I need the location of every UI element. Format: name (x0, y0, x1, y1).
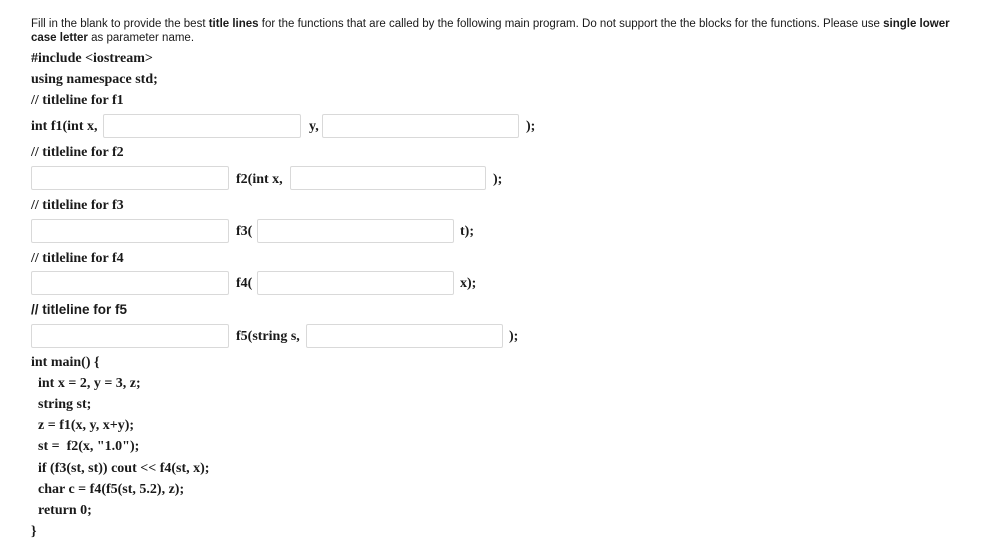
f4-mid: f4( (236, 276, 253, 291)
comment-f2: // titleline for f2 (31, 145, 124, 160)
instructions-bold-title-lines: title lines (208, 18, 259, 30)
f3-mid: f3( (236, 224, 253, 239)
f4-suffix: x); (460, 276, 477, 291)
f1-blank-1[interactable] (103, 114, 301, 138)
f5-suffix: ); (509, 329, 519, 344)
f1-mid: y, (309, 119, 319, 134)
include-line: #include <iostream> (31, 51, 153, 66)
f5-blank-2[interactable] (306, 324, 503, 348)
comment-f5: // titleline for f5 (31, 302, 128, 317)
f3-blank-2[interactable] (257, 219, 454, 243)
f1-blank-2[interactable] (322, 114, 519, 138)
instructions (31, 17, 971, 45)
main-line-5: st = f2(x, "1.0"); (31, 439, 140, 454)
main-line-9: } (31, 524, 37, 539)
main-line-8: return 0; (31, 503, 92, 518)
f5-mid: f5(string s, (236, 329, 300, 344)
f1-prefix: int f1(int x, (31, 119, 98, 134)
comment-f4: // titleline for f4 (31, 251, 124, 266)
f1-suffix: ); (526, 119, 536, 134)
instructions-text-3: as parameter name. (87, 32, 195, 44)
comment-f1: // titleline for f1 (31, 93, 124, 108)
main-line-6: if (f3(st, st)) cout << f4(st, x); (31, 461, 210, 476)
f3-suffix: t); (460, 224, 474, 239)
main-line-2: int x = 2, y = 3, z; (31, 376, 141, 391)
f2-blank-1[interactable] (31, 166, 229, 190)
f2-suffix: ); (493, 172, 503, 187)
f2-mid: f2(int x, (236, 172, 283, 187)
using-line: using namespace std; (31, 72, 158, 87)
main-line-4: z = f1(x, y, x+y); (31, 418, 135, 433)
instructions-text-1: Fill in the blank to provide the best (31, 18, 209, 30)
instructions-bold-single-letter: single lower case letter (31, 18, 950, 44)
f5-blank-1[interactable] (31, 324, 229, 348)
main-line-1: int main() { (31, 355, 100, 370)
f4-blank-2[interactable] (257, 271, 454, 295)
comment-f3: // titleline for f3 (31, 198, 124, 213)
f2-blank-2[interactable] (290, 166, 486, 190)
f3-blank-1[interactable] (31, 219, 229, 243)
main-line-7: char c = f4(f5(st, 5.2), z); (31, 482, 185, 497)
f4-blank-1[interactable] (31, 271, 229, 295)
instructions-text-2: for the functions that are called by the following main program. Do not support the the blocks for the functions. Please use (258, 18, 884, 30)
main-line-3: string st; (31, 397, 92, 412)
